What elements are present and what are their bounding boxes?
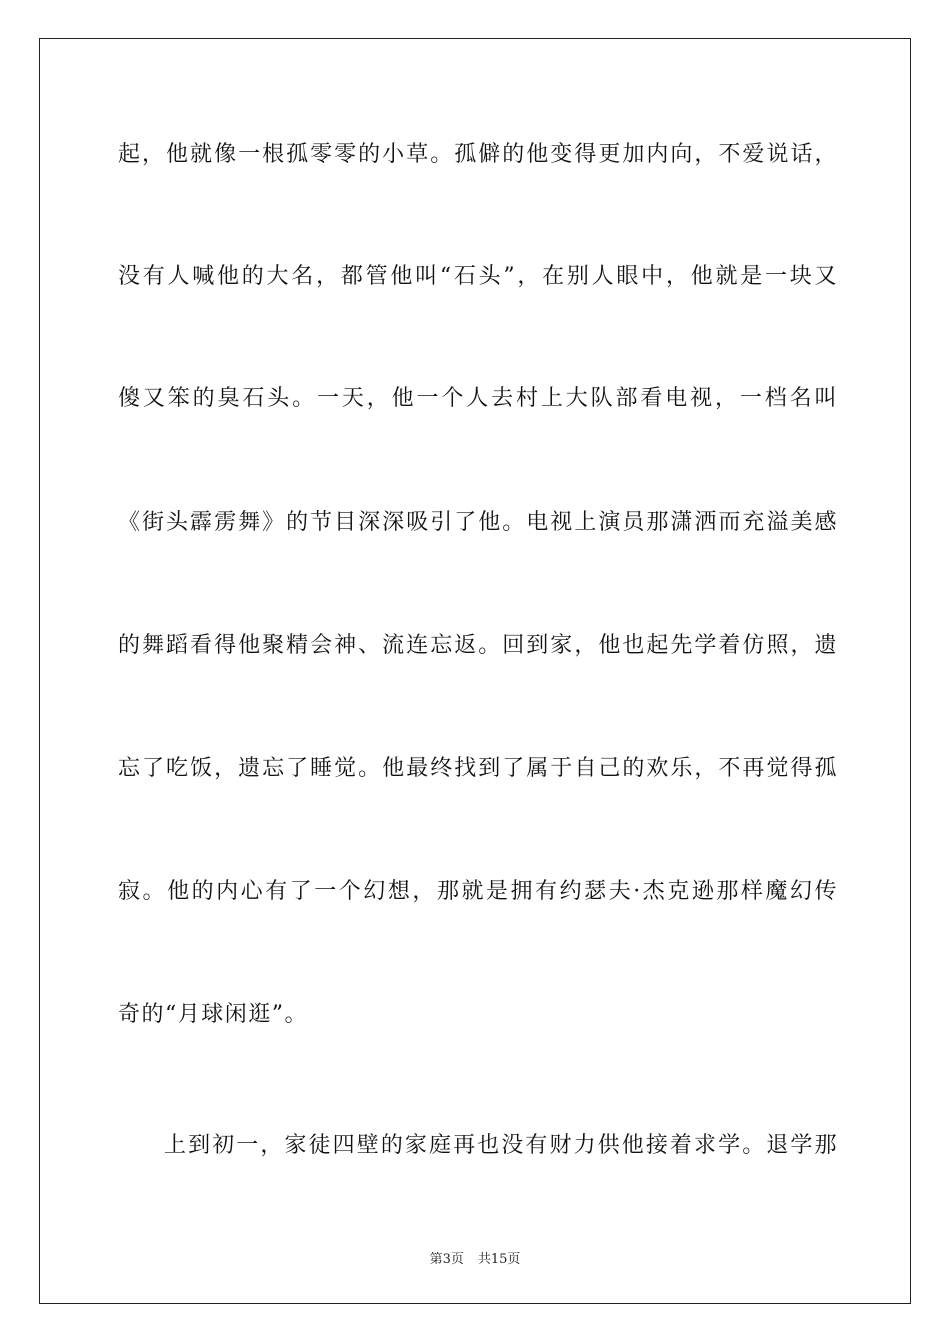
body-text-line: 起，他就像一根孤零零的小草。孤僻的他变得更加内向，不爱说话， [118,142,838,167]
page-footer [0,1248,950,1267]
body-text-line: 没有人喊他的大名，都管他叫“石头”，在别人眼中，他就是一块又 [118,264,838,289]
body-text-line: 的舞蹈看得他聚精会神、流连忘返。回到家，他也起先学着仿照，遗 [118,633,838,658]
body-text-line: 忘了吃饭，遗忘了睡觉。他最终找到了属于自己的欢乐，不再觉得孤 [118,756,838,781]
body-text-line: 寂。他的内心有了一个幻想，那就是拥有约瑟夫·杰克逊那样魔幻传 [118,879,838,904]
page-number: 第3页 [429,1252,464,1267]
page-total: 共15页 [477,1252,521,1267]
body-text-line: 傻又笨的臭石头。一天，他一个人去村上大队部看电视，一档名叫 [118,386,838,411]
body-text-line: 《街头霹雳舞》的节目深深吸引了他。电视上演员那潇洒而充溢美感 [118,510,838,535]
paragraph-first-line: 上到初一，家徒四壁的家庭再也没有财力供他接着求学。退学那 [164,1133,838,1158]
body-text-line: 奇的“月球闲逛”。 [118,1002,308,1027]
page-border [39,38,911,1304]
